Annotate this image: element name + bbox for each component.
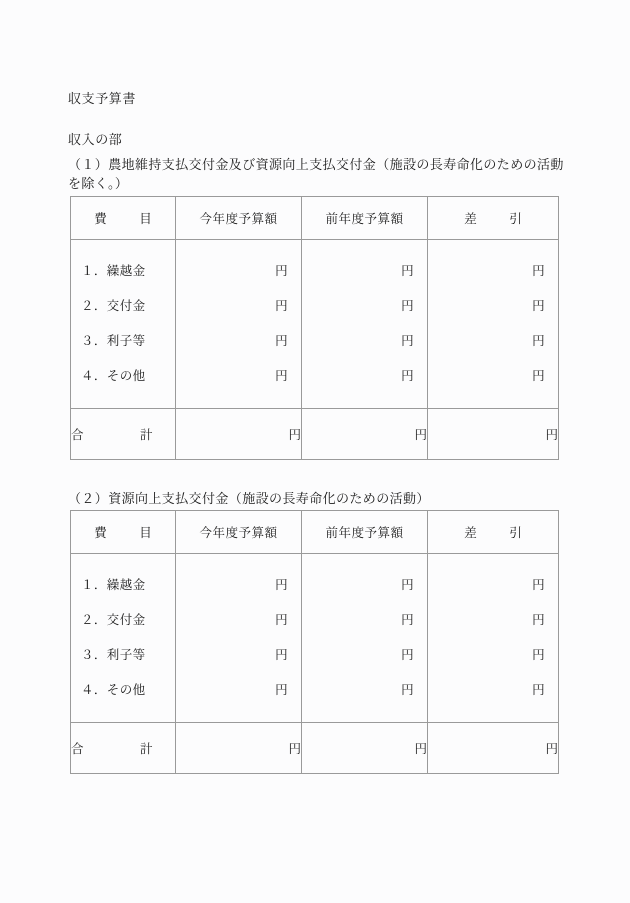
list-item: １．繰越金 (81, 264, 146, 278)
list-item: １．繰越金 (81, 578, 146, 592)
column-header-current-year: 今年度予算額 (176, 511, 302, 554)
amount-value: 円 (275, 683, 288, 697)
amount-value: 円 (532, 299, 545, 313)
amount-value: 円 (401, 334, 414, 348)
list-item: ４．その他 (81, 683, 146, 697)
amount-value: 円 (401, 299, 414, 313)
table-header-row (71, 197, 559, 240)
table-body-group (71, 240, 559, 409)
amount-value: 円 (532, 648, 545, 662)
table-header-row (71, 511, 559, 554)
column-header-item-text: 費 目 (94, 526, 162, 540)
amount-value: 円 (532, 683, 545, 697)
column-header-difference-text: 差 引 (464, 526, 532, 540)
amount-value: 円 (401, 648, 414, 662)
column-header-difference (428, 511, 559, 554)
total-difference: 円 (428, 409, 559, 460)
table-body-group (71, 554, 559, 723)
list-item: ３．利子等 (81, 648, 146, 662)
list-item: ４．その他 (81, 369, 146, 383)
column-header-difference-text: 差 引 (464, 212, 532, 226)
amount-value: 円 (275, 369, 288, 383)
total-label (71, 409, 176, 460)
previous-year-column-cell (302, 554, 428, 723)
amount-value: 円 (275, 264, 288, 278)
amount-value: 円 (275, 334, 288, 348)
amount-value: 円 (532, 369, 545, 383)
page-title: 収支予算書 (68, 91, 137, 106)
current-year-column-cell (176, 240, 302, 409)
amount-value: 円 (275, 578, 288, 592)
previous-year-column-cell (302, 240, 428, 409)
total-label (71, 723, 176, 774)
total-label-text: 合 計 (71, 742, 175, 756)
amount-value: 円 (532, 578, 545, 592)
amount-value: 円 (275, 613, 288, 627)
amount-value: 円 (401, 369, 414, 383)
amount-value: 円 (401, 683, 414, 697)
amount-value: 円 (401, 613, 414, 627)
column-header-previous-year: 前年度予算額 (302, 197, 428, 240)
table-total-row (71, 723, 559, 774)
list-item: ２．交付金 (81, 613, 146, 627)
revenue-section-label: 収入の部 (68, 132, 123, 147)
amount-value: 円 (532, 334, 545, 348)
column-header-difference (428, 197, 559, 240)
total-current-year: 円 (176, 409, 302, 460)
column-header-item (71, 197, 176, 240)
total-previous-year: 円 (302, 409, 428, 460)
total-label-text: 合 計 (71, 428, 175, 442)
column-header-item (71, 511, 176, 554)
amount-value: 円 (275, 299, 288, 313)
total-difference: 円 (428, 723, 559, 774)
column-header-previous-year: 前年度予算額 (302, 511, 428, 554)
item-column-cell (71, 554, 176, 723)
amount-value: 円 (532, 613, 545, 627)
column-header-item-text: 費 目 (94, 212, 162, 226)
amount-value: 円 (275, 648, 288, 662)
amount-value: 円 (401, 578, 414, 592)
amount-value: 円 (401, 264, 414, 278)
item-column-cell (71, 240, 176, 409)
total-previous-year: 円 (302, 723, 428, 774)
budget-table-1 (70, 196, 559, 460)
section-1-heading: （１）農地維持支払交付金及び資源向上支払交付金（施設の長寿命化のための活動を除く。） (68, 157, 564, 191)
difference-column-cell (428, 240, 559, 409)
budget-table-2 (70, 510, 559, 774)
total-current-year: 円 (176, 723, 302, 774)
column-header-current-year: 今年度予算額 (176, 197, 302, 240)
section-2-heading: （２）資源向上支払交付金（施設の長寿命化のための活動） (68, 491, 430, 506)
table-total-row (71, 409, 559, 460)
amount-value: 円 (532, 264, 545, 278)
list-item: ２．交付金 (81, 299, 146, 313)
list-item: ３．利子等 (81, 334, 146, 348)
difference-column-cell (428, 554, 559, 723)
current-year-column-cell (176, 554, 302, 723)
